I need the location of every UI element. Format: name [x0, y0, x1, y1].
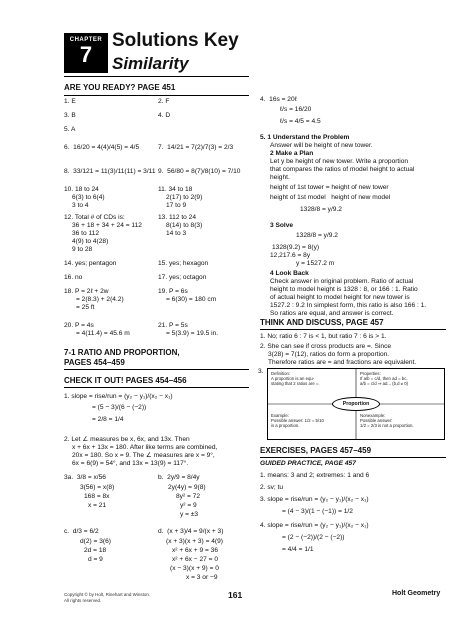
answer-item: 21. P = 5s [158, 322, 188, 329]
answer-item: 2. Let ∠ measures be x, 6x, and 13x. Then [64, 436, 190, 443]
answer-item: 1328/8 = y/9.2 [300, 206, 342, 213]
answer-item: height. [270, 174, 290, 181]
answer-item: 2. F [158, 98, 170, 105]
section-heading: ARE YOU READY? PAGE 451 [64, 83, 176, 92]
answer-item: 1. slope = rise/run = (y₂ − y₁)/(x₂ − x₁) [64, 393, 173, 400]
answer-item: 2 Make a Plan [270, 150, 314, 157]
answer-item: 14. yes; pentagon [64, 260, 117, 267]
answer-item: that compares the ratios of model height to actual [270, 166, 415, 173]
answer-item: Check answer in original problem. Ratio of actual [270, 278, 414, 285]
section-rule [64, 95, 249, 96]
page-subtitle: Similarity [112, 54, 189, 73]
answer-item: 10. 18 to 24 [64, 186, 99, 193]
answer-item: y² = 9 [180, 502, 197, 509]
answer-item: 17 to 9 [166, 202, 187, 209]
answer-item: 6. 16/20 = 4(4)/4(5) = 4/5 [64, 144, 140, 151]
section-heading: PAGES 454–459 [64, 358, 125, 367]
example-cell: Example: Possible answer: 1/2 = 5/10 is a proportion. [271, 413, 324, 428]
section-rule [260, 329, 446, 330]
answer-item: = 2(8.3) + 2(4.2) [76, 296, 124, 303]
answer-item: 36 + 18 + 34 + 24 = 112 [72, 222, 142, 229]
copyright-line: Copyright © by Holt, Rinehart and Winston. [64, 592, 151, 597]
answer-item: So ratios are equal, and answer is correct. [270, 310, 394, 317]
answer-item: = 5(3.9) = 19.5 in. [166, 330, 219, 337]
answer-item: (x + 3)(x + 3) = 4(9) [166, 538, 223, 545]
answer-item: x² + 6x − 27 = 0 [172, 556, 219, 563]
answer-item: c. d/3 = 6/2 [64, 528, 99, 535]
answer-item: = (5 − 3)/(6 − (−2)) [92, 404, 147, 411]
answer-item: Therefore ratios are = and fractions are equivalent. [268, 359, 417, 366]
answer-item: 8y² = 72 [176, 493, 201, 500]
answer-item: 3a. 3/8 = x/56 [64, 474, 106, 481]
answer-item: x = 21 [88, 502, 107, 509]
answer-item: = 25 ft [76, 304, 95, 311]
answer-item: height of 1st tower = height of new tower [270, 184, 389, 191]
answer-item: 5. 1 Understand the Problem [260, 134, 350, 141]
answer-item: 9 to 28 [72, 246, 93, 253]
answer-item: = 6(30) = 180 cm [166, 296, 217, 303]
answer-item: 1527.2 : 9.2 In simplest form, this ratio is also 166 : 1. [270, 302, 427, 309]
answer-item: 7. 14/21 = 7(2)/7(3) = 2/3 [158, 144, 234, 151]
answer-item: 3(28) = 7(12), ratios do form a proportion. [268, 351, 390, 358]
answer-item: 1328/8 = y/9.2 [296, 232, 338, 239]
answer-item: height of 1st model height of new model [270, 194, 391, 201]
section-rule [64, 369, 249, 370]
answer-item: 9. 56/80 = 8(7)/8(10) = 7/10 [158, 168, 241, 175]
answer-item: 2(17) to 2(9) [166, 194, 203, 201]
answer-item: 8(14) to 8(3) [166, 222, 203, 229]
page-title: Solutions Key [112, 30, 239, 51]
section-rule [260, 457, 446, 458]
answer-item: 12. Total # of CDs is: [64, 214, 125, 221]
answer-item: = 4/4 = 1/1 [282, 546, 314, 553]
answer-item: d = 9 [88, 556, 103, 563]
definition-cell: Definition: A proportion is an equ- stating that 2 ratios are =. [271, 371, 320, 386]
center-term: Proportion [332, 397, 380, 411]
rights-line: All rights reserved. [64, 598, 102, 603]
answer-item: 13. 112 to 24 [158, 214, 197, 221]
chapter-number: 7 [79, 42, 93, 67]
answer-item: = 2/8 = 1/4 [92, 416, 124, 423]
answer-item: 2. sv; tu [260, 484, 284, 491]
answer-item: 5. A [64, 126, 76, 133]
answer-item: 20. P = 4s [64, 322, 94, 329]
answer-item: ℓ/s = 16/20 [280, 106, 312, 113]
section-heading: 7-1 RATIO AND PROPORTION, [64, 348, 180, 357]
answer-item: = 4(11.4) = 45.6 m [76, 330, 130, 337]
answer-item: Let y be height of new tower. Write a proportion [270, 158, 409, 165]
answer-item: 3(56) = x(8) [80, 484, 115, 491]
answer-item: 1. E [64, 98, 76, 105]
answer-item: 2d = 18 [84, 547, 107, 554]
answer-item: d. (x + 3)/4 = 9/(x + 3) [158, 528, 224, 535]
answer-item: 2. She can see if cross products are =. Since [260, 343, 392, 350]
answer-item: 12,217.6 = 8y [270, 252, 311, 259]
answer-item: height to model height is 1328 : 8, or 166 : 1. Ratio [270, 286, 418, 293]
answer-item: 4. D [158, 112, 171, 119]
copyright-notice [64, 592, 150, 604]
answer-item: ℓ/s = 4/5 = 4.5 [280, 118, 321, 125]
answer-item: 14 to 3 [166, 230, 187, 237]
properties-cell: Properties: If a/b = c/d, then ad = bc. a/b = c/d ⇒ ad... (b,d ≠ 0) [360, 371, 409, 386]
answer-item: d(2) = 3(6) [80, 538, 111, 545]
answer-item: x = 3 or −9 [186, 574, 218, 581]
answer-item: b. 2y/9 = 8/4y [158, 474, 200, 481]
page-number: 161 [228, 590, 243, 600]
answer-item: 4 Look Back [270, 270, 309, 277]
section-rule [64, 387, 249, 388]
answer-item: = (2 − (−2))/(2 − (−2)) [282, 534, 345, 541]
answer-item: Answer will be height of new tower. [270, 142, 373, 149]
section-heading: THINK AND DISCUSS, PAGE 457 [260, 318, 384, 327]
answer-item: 19. P = 6s [158, 288, 188, 295]
answer-item: 11. 34 to 18 [158, 186, 193, 193]
answer-item: 3. slope = rise/run = (y₂ − y₁)/(x₂ − x₁) [260, 496, 369, 503]
answer-item: 4(9) to 4(28) [72, 238, 109, 245]
answer-item: of actual height to model height for new tower is [270, 294, 410, 301]
book-title: Holt Geometry [392, 590, 441, 597]
answer-item: 3 Solve [270, 222, 294, 229]
answer-item: 3 to 4 [72, 202, 89, 209]
answer-item: 4. 16s = 20ℓ [260, 96, 297, 103]
answer-item: 3. B [64, 112, 76, 119]
section-heading: EXERCISES, PAGES 457–459 [260, 446, 372, 455]
frayer-model-diagram [267, 368, 445, 440]
answer-item: 18. P = 2ℓ + 2w [64, 288, 109, 295]
answer-item: 20x = 180. So x = 9. The ∠ measures are x = 9°, [72, 452, 215, 459]
answer-item: y = ±3 [180, 511, 199, 518]
answer-item: x + 6x + 13x = 180. After like terms are combined, [72, 444, 218, 451]
answer-item: = (4 − 3)/(1 − (−1)) = 1/2 [282, 508, 353, 515]
answer-item: 6(3) to 6(4) [72, 194, 105, 201]
subsection-heading: GUIDED PRACTICE, PAGE 457 [260, 460, 356, 467]
answer-item: 15. yes; hexagon [158, 260, 209, 267]
header-rule [64, 76, 249, 77]
chapter-label: CHAPTER [69, 37, 103, 43]
answer-item: 1328(9.2) = 8(y) [272, 244, 320, 251]
answer-item: 1. No; ratio 6 : 7 is < 1, but ratio 7 : 6 is > 1. [260, 333, 387, 340]
answer-item: 3. [258, 368, 264, 375]
answer-item: 17. yes; octagon [158, 274, 207, 281]
chapter-badge [64, 33, 108, 73]
section-heading: CHECK IT OUT! PAGES 454–456 [64, 376, 187, 385]
answer-item: 4. slope = rise/run = (y₂ − y₁)/(x₂ − x₁) [260, 522, 369, 529]
answer-item: 6x = 6(9) = 54°, and 13x = 13(9) = 117°. [72, 460, 189, 467]
answer-item: y = 1527.2 m [296, 260, 335, 267]
answer-item: (x − 3)(x + 9) = 0 [170, 565, 219, 572]
answer-item: 16. no [64, 274, 83, 281]
nonexample-cell: Nonexample: Possible answer: 1/2 = 2/3 is not a proportion. [360, 413, 414, 428]
answer-item: 8. 33/121 = 11(3)/11(11) = 3/11 [64, 168, 156, 175]
answer-item: 2y(4y) = 9(8) [168, 484, 206, 491]
answer-item: 168 = 8x [84, 493, 110, 500]
answer-item: 1. means: 3 and 2; extremes: 1 and 6 [260, 472, 370, 479]
answer-item: 36 to 112 [72, 230, 100, 237]
answer-item: x² + 6x + 9 = 36 [172, 547, 219, 554]
